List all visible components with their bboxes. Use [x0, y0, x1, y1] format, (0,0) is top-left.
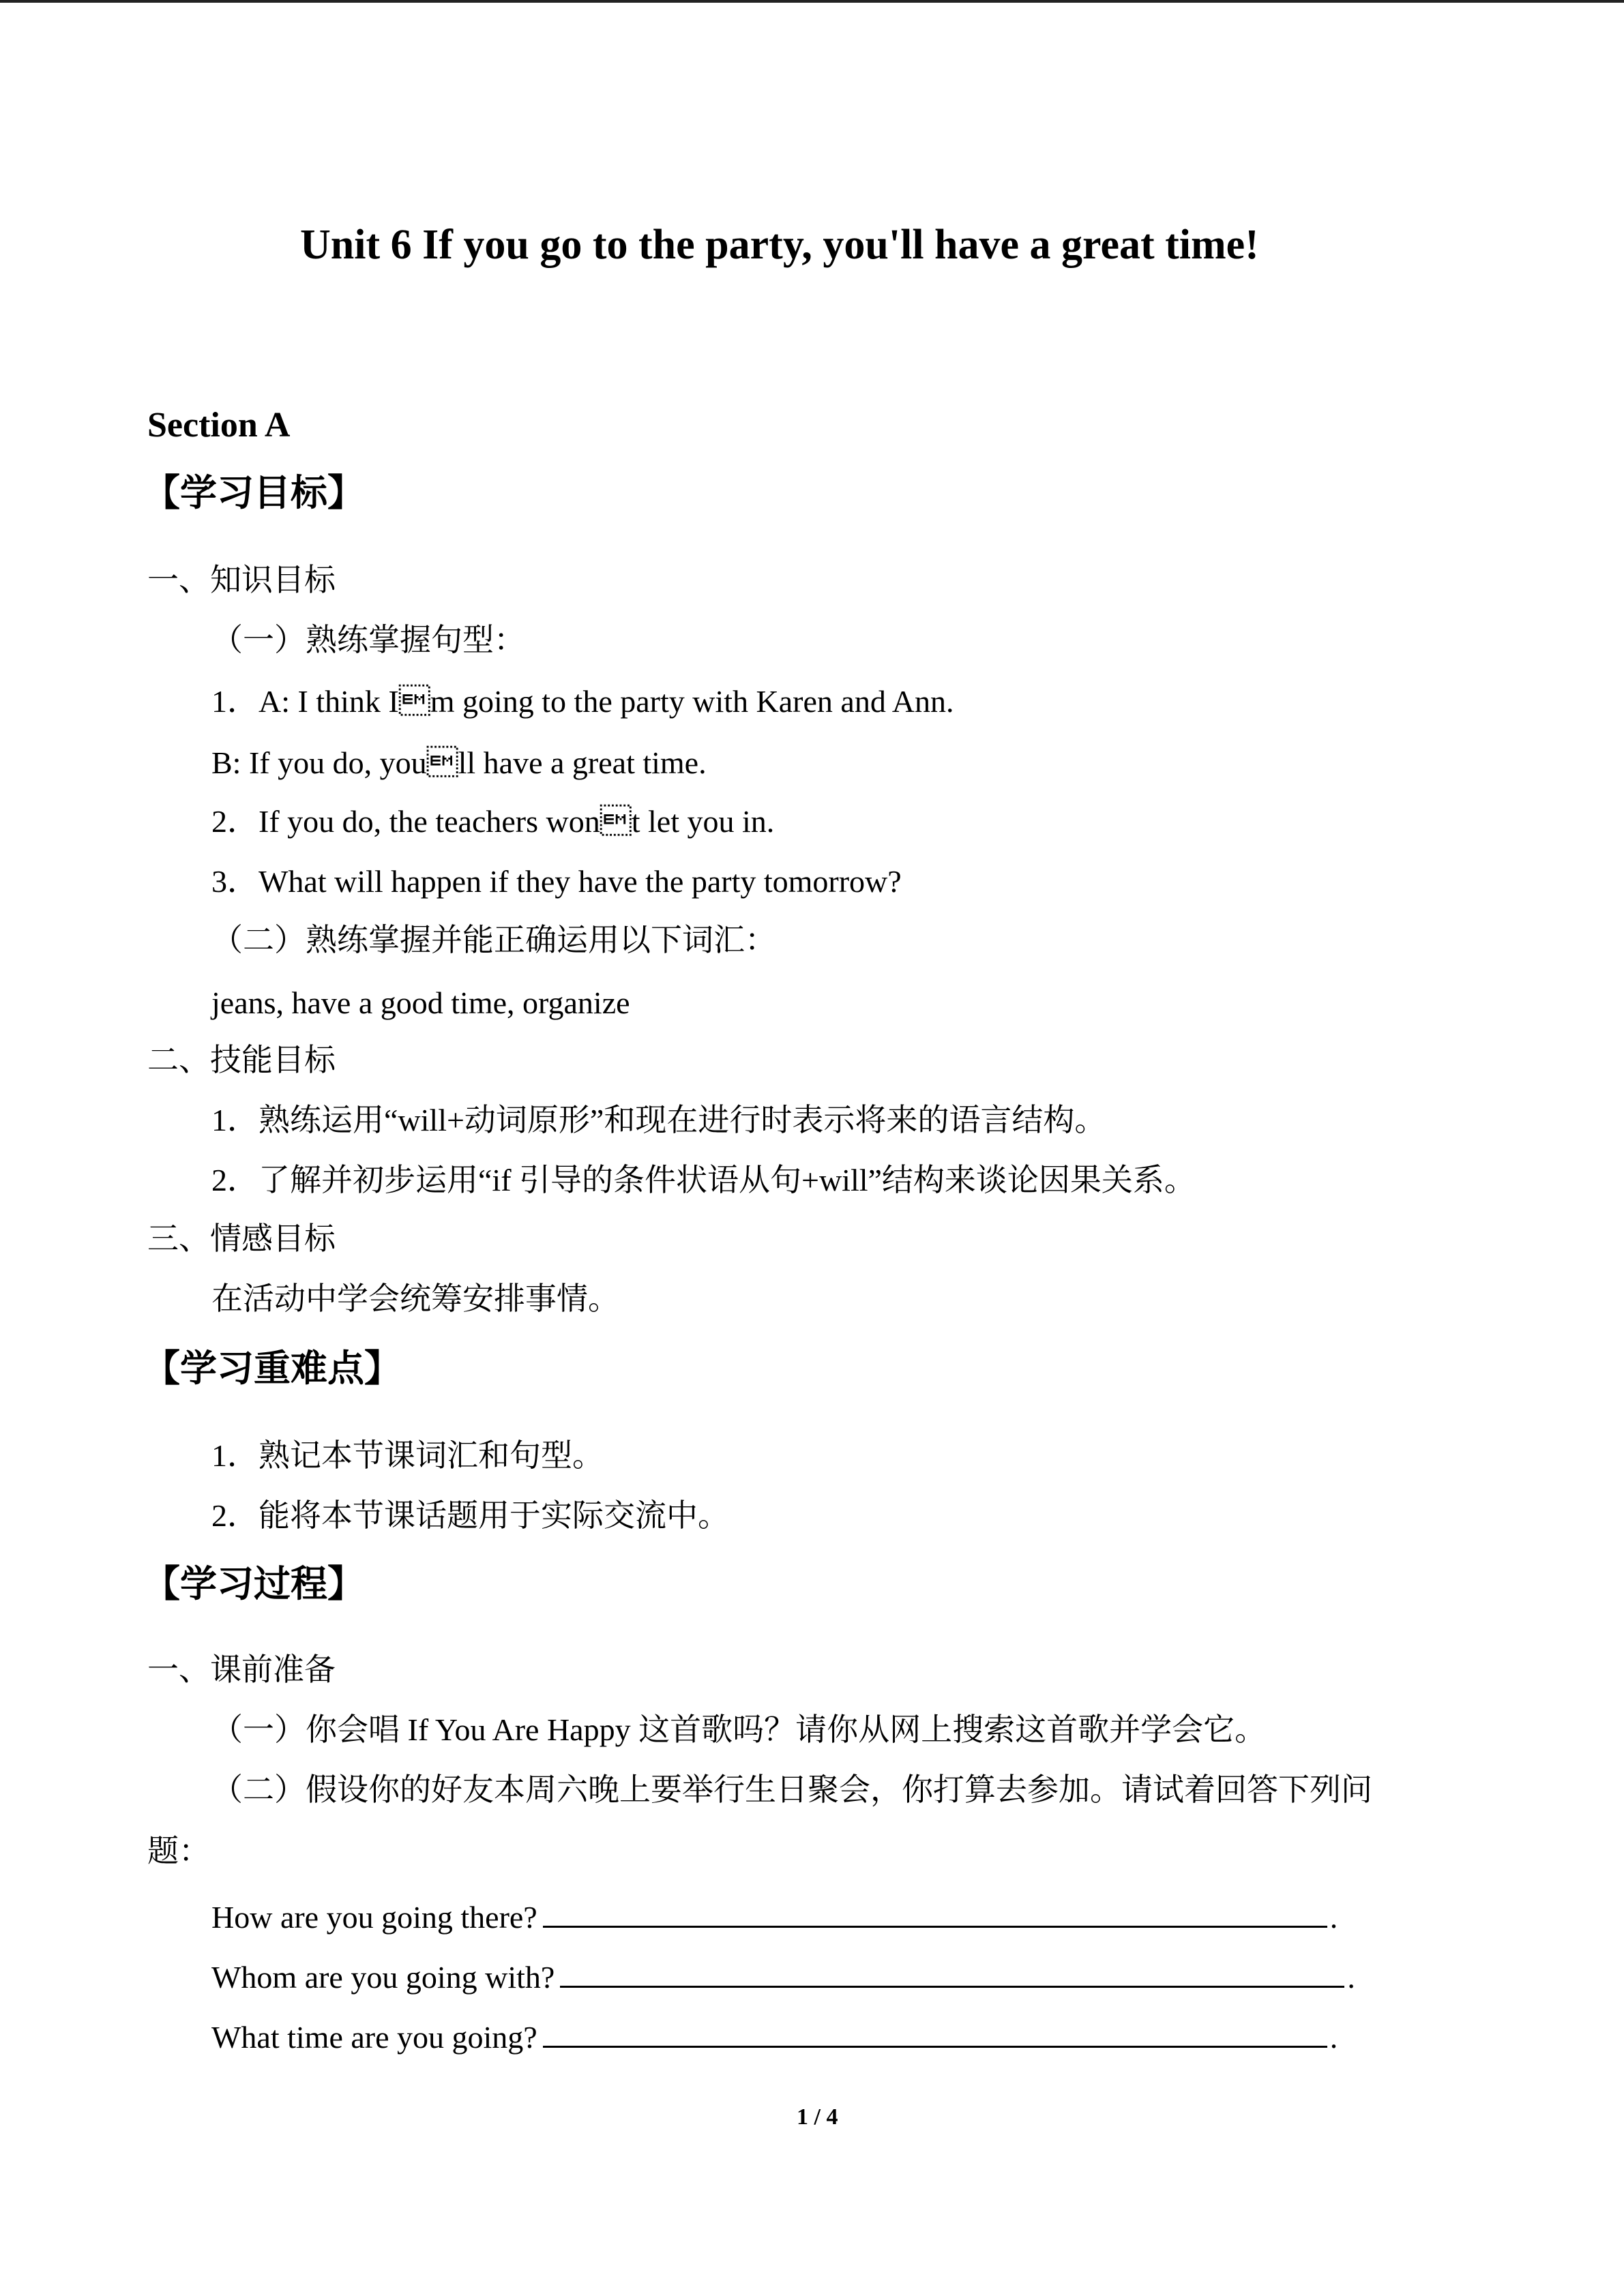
knowledge-sub2: （二）熟练掌握并能正确运用以下词汇： [211, 923, 776, 957]
question-row-3 [211, 2018, 1338, 2053]
prep-item-2-line1: （二）假设你的好友本周六晚上要举行生日聚会，你打算去参加。请试着回答下列问 [211, 1772, 1372, 1807]
question-3-period: . [1329, 2020, 1338, 2055]
answer-blank-3[interactable] [543, 2018, 1327, 2048]
answer-blank-2[interactable] [560, 1958, 1344, 1988]
question-1-text: How are you going there? [211, 1900, 537, 1935]
question-2-text: Whom are you going with? [211, 1960, 555, 1995]
sentence-item-3: 3．What will happen if they have the party tomorrow? [211, 864, 902, 899]
document-title: Unit 6 If you go to the party, you'll have a great time! [300, 222, 1259, 268]
skills-heading: 二、技能目标 [147, 1043, 336, 1077]
answer-blank-1[interactable] [543, 1898, 1327, 1928]
process-heading: 【学习过程】 [143, 1562, 364, 1605]
key-point-2: 2．能将本节课话题用于实际交流中。 [211, 1498, 729, 1533]
page-top-border [0, 0, 1624, 3]
skills-item-1: 1．熟练运用“will+动词原形”和现在进行时表示将来的语言结构。 [211, 1103, 1106, 1137]
prep-heading: 一、课前准备 [147, 1652, 336, 1687]
prep-item-2-line2: 题： [147, 1834, 210, 1868]
prep-item-1: （一）你会唱 If You Are Happy 这首歌吗？请你从网上搜索这首歌并学会它。 [211, 1712, 1267, 1747]
question-2-period: . [1347, 1960, 1355, 1995]
question-row-2 [211, 1958, 1355, 1993]
knowledge-heading: 一、知识目标 [147, 563, 336, 597]
question-3-text: What time are you going? [211, 2020, 537, 2055]
key-point-1: 1．熟记本节课词汇和句型。 [211, 1438, 604, 1473]
objectives-heading: 【学习目标】 [143, 471, 364, 514]
sentence-item-2: 2．If you do, the teachers wont let you in. [211, 804, 775, 839]
vocabulary-list: jeans, have a good time, organize [211, 985, 630, 1020]
page-number: 1 / 4 [797, 2104, 838, 2130]
section-heading: Section A [147, 406, 291, 445]
key-points-heading: 【学习重难点】 [143, 1347, 401, 1390]
emotion-text: 在活动中学会统筹安排事情。 [211, 1281, 619, 1316]
sentence-item-1b: B: If you do, youll have a great time. [211, 745, 707, 780]
knowledge-sub1: （一）熟练掌握句型： [211, 623, 525, 657]
question-row-1 [211, 1898, 1338, 1933]
skills-item-2: 2．了解并初步运用“if 引导的条件状语从句+will”结构来谈论因果关系。 [211, 1163, 1196, 1197]
sentence-item-1a: 1．A: I think Im going to the party with Karen and Ann. [211, 684, 954, 719]
emotion-heading: 三、情感目标 [147, 1221, 336, 1256]
question-1-period: . [1329, 1900, 1338, 1935]
